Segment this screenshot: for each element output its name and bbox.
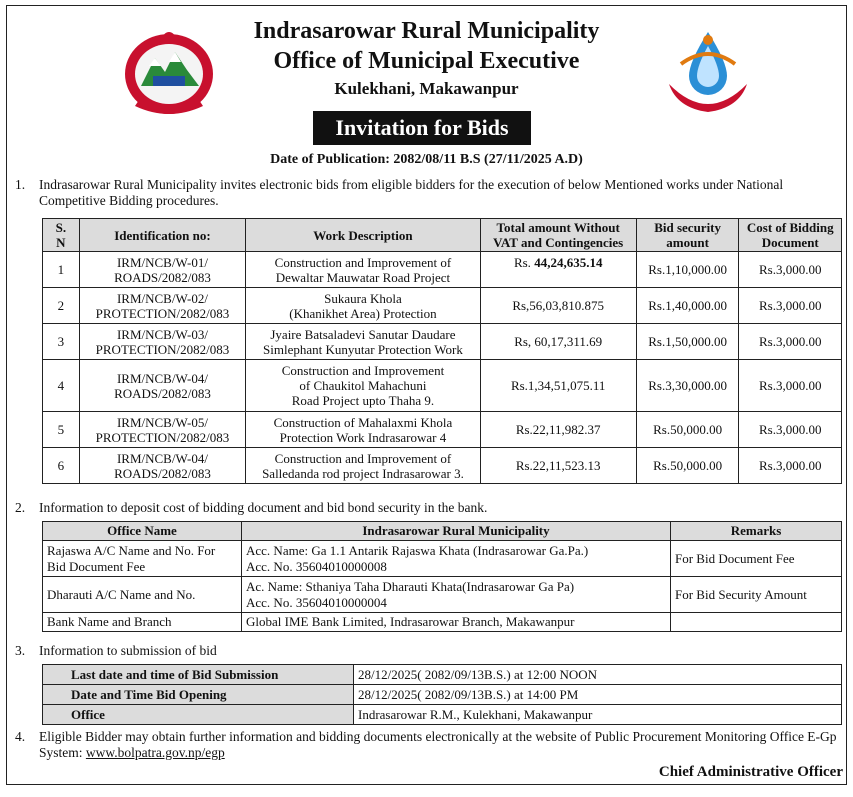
cell-id: IRM/NCB/W-04/ ROADS/2082/083 [79,448,246,484]
cell-sn: 3 [43,324,80,360]
bank-table [42,521,842,632]
table-header-row [43,522,842,541]
column-header-total: Total amount Without VAT and Contingencies [480,219,636,252]
cell-id: IRM/NCB/W-05/ PROTECTION/2082/083 [79,412,246,448]
table-row [43,705,842,725]
works-table [42,218,842,484]
cell-description: Construction and Improvement of Dewaltar Mauwatar Road Project [246,252,480,288]
table-row [43,665,842,685]
signature: Chief Administrative Officer [658,764,843,780]
table-row [43,324,842,360]
cell-description: Construction of Mahalaxmi Khola Protection Work Indrasarowar 4 [246,412,480,448]
office-name: Office of Municipal Executive [273,48,580,74]
cell-total: Rs.22,11,982.37 [480,412,636,448]
column-header-security: Bid security amount [636,219,739,252]
cell-security: Rs.1,40,000.00 [636,288,739,324]
table-row [43,360,842,412]
cell-account: Global IME Bank Limited, Indrasarowar Branch, Makawanpur [242,613,671,632]
cell-sn: 1 [43,252,80,288]
item-4 [15,729,838,761]
column-header-identification: Identification no: [79,219,246,252]
cell-description: Sukaura Khola (Khanikhet Area) Protection [246,288,480,324]
table-row [43,288,842,324]
item-text: Indrasarowar Rural Municipality invites electronic bids from eligible bidders for the execution of below Mentioned works under National Competitive Bidding procedures. [39,177,784,208]
cell-remarks [671,613,842,632]
table-row [43,448,842,484]
item-text: Information to submission of bid [39,643,217,658]
cell-security: Rs.50,000.00 [636,412,739,448]
table-row [43,412,842,448]
table-row [43,252,842,288]
submission-table [42,664,842,725]
cell-cost: Rs.3,000.00 [739,360,842,412]
table-row [43,613,842,632]
column-header-description: Work Description [246,219,480,252]
egp-link[interactable]: www.bolpatra.gov.np/egp [85,745,225,760]
cell-remarks: For Bid Security Amount [671,577,842,613]
cell-sn: 6 [43,448,80,484]
cell-total: Rs.1,34,51,075.11 [480,360,636,412]
cell-office: Bank Name and Branch [43,613,242,632]
cell-id: IRM/NCB/W-01/ ROADS/2082/083 [79,252,246,288]
cell-value: Indrasarowar R.M., Kulekhani, Makawanpur [354,705,842,725]
item-3 [15,643,838,659]
cell-cost: Rs.3,000.00 [739,448,842,484]
cell-remarks: For Bid Document Fee [671,541,842,577]
cell-sn: 5 [43,412,80,448]
cell-value: 28/12/2025( 2082/09/13B.S.) at 12:00 NOON [354,665,842,685]
cell-label: Last date and time of Bid Submission [43,665,354,685]
column-header-remarks: Remarks [671,522,842,541]
cell-cost: Rs.3,000.00 [739,412,842,448]
cell-account: Ac. Name: Sthaniya Taha Dharauti Khata(Indrasarowar Ga Pa) Acc. No. 35604010000004 [242,577,671,613]
item-2 [15,500,838,516]
table-row [43,577,842,613]
column-header-office: Office Name [43,522,242,541]
cell-sn: 2 [43,288,80,324]
cell-sn: 4 [43,360,80,412]
item-text: Eligible Bidder may obtain further information and bidding documents electronically at the website of Public Procurement Monitoring Office E-Gp System: www.bolpatra.gov.np/egp [39,729,837,760]
table-row [43,685,842,705]
column-header-sn: S. N [43,219,80,252]
office-address: Kulekhani, Makawanpur [334,79,519,98]
cell-account: Acc. Name: Ga 1.1 Antarik Rajaswa Khata (Indrasarowar Ga.Pa.) Acc. No. 35604010000008 [242,541,671,577]
cell-cost: Rs.3,000.00 [739,324,842,360]
item-number: 3. [15,643,26,658]
cell-id: IRM/NCB/W-04/ ROADS/2082/083 [79,360,246,412]
cell-cost: Rs.3,000.00 [739,288,842,324]
cell-office: Dharauti A/C Name and No. [43,577,242,613]
cell-total: Rs. 44,24,635.14 [480,252,636,288]
table-row [43,541,842,577]
item-1 [15,177,838,209]
item-number: 2. [15,500,26,515]
cell-cost: Rs.3,000.00 [739,252,842,288]
item-text: Information to deposit cost of bidding document and bid bond security in the bank. [39,500,488,515]
cell-security: Rs.3,30,000.00 [636,360,739,412]
notice-page [6,5,847,785]
publication-date: Date of Publication: 2082/08/11 B.S (27/11/2025 A.D) [270,152,583,167]
cell-security: Rs.1,10,000.00 [636,252,739,288]
cell-office: Rajaswa A/C Name and No. For Bid Document Fee [43,541,242,577]
item-number: 1. [15,177,26,192]
cell-security: Rs.1,50,000.00 [636,324,739,360]
cell-description: Construction and Improvement of Chaukitol Mahachuni Road Project upto Thaha 9. [246,360,480,412]
table-header-row [43,219,842,252]
cell-label: Office [43,705,354,725]
column-header-municipality: Indrasarowar Rural Municipality [242,522,671,541]
cell-total: Rs,56,03,810.875 [480,288,636,324]
cell-value: 28/12/2025( 2082/09/13B.S.) at 14:00 PM [354,685,842,705]
cell-id: IRM/NCB/W-03/ PROTECTION/2082/083 [79,324,246,360]
municipality-name: Indrasarowar Rural Municipality [253,18,600,44]
cell-description: Construction and Improvement of Salledanda rod project Indrasarowar 3. [246,448,480,484]
cell-total: Rs, 60,17,311.69 [480,324,636,360]
cell-label: Date and Time Bid Opening [43,685,354,705]
item-number: 4. [15,729,26,744]
cell-id: IRM/NCB/W-02/ PROTECTION/2082/083 [79,288,246,324]
cell-security: Rs.50,000.00 [636,448,739,484]
column-header-cost: Cost of Bidding Document [739,219,842,252]
cell-description: Jyaire Batsaladevi Sanutar Daudare Simlephant Kunyutar Protection Work [246,324,480,360]
cell-total: Rs.22,11,523.13 [480,448,636,484]
invitation-banner: Invitation for Bids [313,111,531,145]
